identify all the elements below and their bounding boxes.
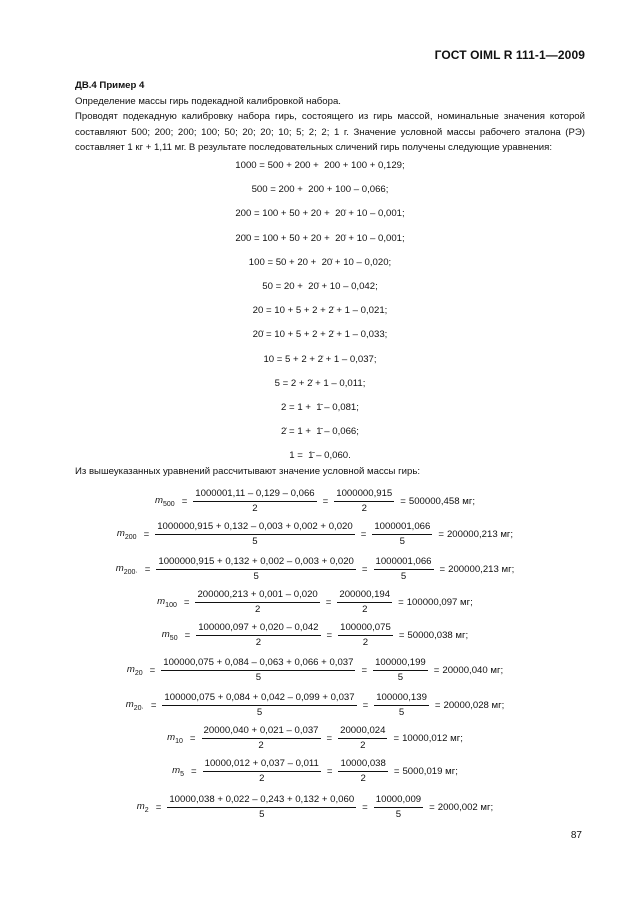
equation: 200 = 100 + 50 + 20 + 20̇ + 10 – 0,001;	[235, 208, 405, 220]
equals-sign: =	[181, 496, 188, 507]
numerator: 100000,139	[374, 692, 429, 706]
numerator: 1000001,11 – 0,129 – 0,066	[193, 488, 316, 502]
numerator: 200000,213 + 0,001 – 0,020	[195, 589, 319, 603]
mass-symbol: $m_{20\cdot}$	[125, 699, 144, 712]
denominator: 2	[252, 503, 258, 514]
denominator: 2	[254, 604, 261, 615]
fraction-simplified	[338, 758, 387, 785]
numerator: 200000,194	[337, 589, 392, 603]
mass-result-row	[0, 521, 630, 548]
equals-sign: =	[393, 766, 400, 777]
equals-sign: =	[439, 564, 446, 575]
equation: 1 = 1̄ – 0,060.	[289, 450, 351, 462]
numerator: 10000,038 + 0,022 – 0,243 + 0,132 + 0,060	[167, 794, 356, 808]
equals-sign: =	[149, 665, 156, 676]
numerator: 100000,199	[373, 657, 428, 671]
equals-sign: =	[326, 733, 333, 744]
mass-value: 20000,028 мг;	[443, 700, 505, 711]
equals-sign: =	[429, 802, 435, 813]
section-subtitle: Определение массы гирь подекадной калибровкой набора.	[75, 95, 341, 107]
equals-sign: =	[433, 665, 440, 676]
denominator: 2	[362, 604, 368, 615]
equals-sign: =	[362, 802, 368, 813]
equation-list	[150, 159, 490, 473]
mass-value: 10000,012 мг;	[402, 733, 463, 744]
equals-sign: =	[150, 700, 157, 711]
mass-result-row	[0, 794, 630, 821]
mass-value: 2000,002 мг;	[437, 802, 494, 813]
equation: 20̇0 = 100 + 50 + 20 + 20̇ + 10 – 0,001;	[235, 232, 405, 244]
denominator: 5	[253, 571, 259, 582]
fraction-simplified	[374, 556, 434, 583]
fraction-simplified	[372, 521, 432, 548]
mass-result-row	[0, 488, 630, 515]
mass-symbol: $m_{20}$	[126, 664, 143, 677]
fraction-expression	[156, 556, 356, 583]
mass-symbol: $m_{500}$	[155, 495, 175, 508]
fraction-expression	[196, 622, 320, 649]
mass-value: 500000,458 мг;	[408, 496, 475, 507]
mass-value: 100000,097 мг;	[406, 597, 473, 608]
equals-sign: =	[189, 733, 196, 744]
mass-value: 50000,038 мг;	[407, 630, 469, 641]
denominator: 5	[255, 672, 262, 683]
equals-sign: =	[184, 630, 191, 641]
numerator: 100000,075	[338, 622, 393, 636]
fraction-simplified	[374, 794, 423, 821]
fraction-expression	[193, 488, 316, 515]
section-paragraph: Проводят подекадную калибровку набора гирь, состоящего из гирь массой, номинальные значения которой составляют 500; 200; 200; 100; 50; 20; 20; 10; 5; 2; 2; 1 г. Значение условной массы рабочего эталона (РЭ) составляет 1 кг + 1,11 мг. В результате последовательных сличений гирь получены следующие уравнения:	[75, 111, 585, 153]
equals-sign: =	[155, 802, 162, 813]
equation: 20̇ = 10 + 5 + 2 + 2̇ + 1 – 0,033;	[252, 329, 388, 341]
fraction-expression	[155, 521, 355, 548]
numerator: 10000,038	[338, 758, 387, 772]
mass-symbol: $m_{200}$	[116, 528, 137, 541]
equals-sign: =	[322, 496, 329, 507]
standard-header: ГОСТ OIML R 111-1—2009	[434, 48, 585, 62]
page-number: 87	[570, 830, 582, 841]
equals-sign: =	[326, 630, 333, 641]
equals-sign: =	[398, 630, 405, 641]
mass-value: 5000,019 мг;	[402, 766, 458, 777]
denominator: 2	[361, 503, 367, 514]
mass-symbol: $m_{200\cdot}$	[115, 563, 138, 576]
equals-sign: =	[143, 529, 150, 540]
denominator: 5	[399, 536, 406, 547]
equation: 50 = 20 + 20̇ + 10 – 0,042;	[262, 280, 378, 292]
denominator: 2	[259, 773, 265, 784]
equation: 100 = 50 + 20 + 20̇ + 10 – 0,020;	[248, 256, 392, 268]
fraction-expression	[161, 657, 355, 684]
numerator: 20000,040 + 0,021 – 0,037	[202, 725, 321, 739]
numerator: 10000,009	[374, 794, 423, 808]
fraction-simplified	[337, 589, 392, 616]
denominator: 5	[400, 571, 407, 582]
numerator: 20000,024	[338, 725, 387, 739]
numerator: 1000000,915	[334, 488, 394, 502]
equals-sign: =	[361, 564, 368, 575]
mass-symbol: $m_{50}$	[161, 629, 178, 642]
equation: 5 = 2 + 2̇ + 1 – 0,011;	[274, 377, 366, 389]
fraction-expression	[203, 758, 321, 785]
denominator: 5	[398, 707, 405, 718]
fraction-simplified	[373, 657, 428, 684]
numerator: 10000,012 + 0,037 – 0,011	[203, 758, 321, 772]
mass-result-row	[0, 725, 630, 752]
numerator: 1000000,915 + 0,132 – 0,003 + 0,002 + 0,020	[155, 521, 355, 535]
equation: 1000 = 500 + 200 + 200 + 100 + 0,129;	[235, 160, 405, 171]
denominator: 2	[360, 773, 366, 784]
denominator: 5	[397, 672, 404, 683]
numerator: 1000001,066	[374, 556, 434, 570]
mass-result-row	[0, 622, 630, 649]
equals-sign: =	[325, 597, 332, 608]
mass-value: 200000,213 мг;	[446, 529, 514, 540]
numerator: 1000001,066	[372, 521, 432, 535]
mass-result-row	[0, 589, 630, 616]
denominator: 2	[362, 637, 369, 648]
fraction-expression	[195, 589, 319, 616]
mass-symbol: $m_{100}$	[157, 596, 177, 609]
denominator: 5	[252, 536, 258, 547]
equals-sign: =	[393, 733, 400, 744]
denominator: 5	[395, 809, 402, 820]
equals-sign: =	[326, 766, 333, 777]
equals-sign: =	[434, 700, 441, 711]
denominator: 5	[256, 707, 263, 718]
equals-sign: =	[438, 529, 444, 540]
equals-sign: =	[144, 564, 151, 575]
fraction-simplified	[334, 488, 394, 515]
section-body	[75, 78, 585, 156]
denominator: 2	[255, 637, 262, 648]
mass-symbol: $m_5$	[172, 765, 184, 778]
numerator: 100000,075 + 0,084 – 0,063 + 0,066 + 0,037	[161, 657, 355, 671]
mass-result-row	[0, 758, 630, 785]
equals-sign: =	[361, 665, 368, 676]
equals-sign: =	[362, 700, 369, 711]
fraction-expression	[167, 794, 356, 821]
equals-sign: =	[360, 529, 367, 540]
numerator: 100000,097 + 0,020 – 0,042	[196, 622, 320, 636]
fraction-simplified	[338, 725, 387, 752]
numerator: 100000,075 + 0,084 + 0,042 – 0,099 + 0,037	[162, 692, 356, 706]
equation: 10 = 5 + 2 + 2̇ + 1 – 0,037;	[263, 353, 377, 365]
mass-value: 20000,040 мг;	[442, 665, 504, 676]
denominator: 2	[360, 740, 366, 751]
denominator: 2	[258, 740, 264, 751]
mass-symbol: $m_2$	[136, 801, 149, 814]
mass-symbol: $m_{10}$	[167, 732, 183, 745]
mass-value: 200000,213 мг;	[448, 564, 515, 575]
equals-sign: =	[183, 597, 190, 608]
results-intro: Из вышеуказанных уравнений рассчитывают значение условной массы гирь:	[75, 466, 420, 477]
mass-result-row	[0, 657, 630, 684]
section-title: ДВ.4 Пример 4	[75, 80, 145, 91]
fraction-simplified	[338, 622, 393, 649]
equals-sign: =	[191, 766, 197, 777]
fraction-simplified	[374, 692, 429, 719]
equation: 2̇ = 1 + 1̄ – 0,066;	[281, 426, 359, 438]
equation: 500 = 200 + 200 + 100 – 0,066;	[251, 184, 389, 196]
equals-sign: =	[400, 496, 406, 507]
equation: 2 = 1 + 1̄ – 0,081;	[281, 401, 359, 413]
mass-result-row	[0, 692, 630, 719]
equals-sign: =	[398, 597, 404, 608]
numerator: 1000000,915 + 0,132 + 0,002 – 0,003 + 0,020	[156, 556, 356, 570]
mass-result-row	[0, 556, 630, 583]
fraction-expression	[202, 725, 321, 752]
denominator: 5	[259, 809, 265, 820]
fraction-expression	[162, 692, 356, 719]
equation: 20 = 10 + 5 + 2 + 2̇ + 1 – 0,021;	[252, 305, 388, 317]
